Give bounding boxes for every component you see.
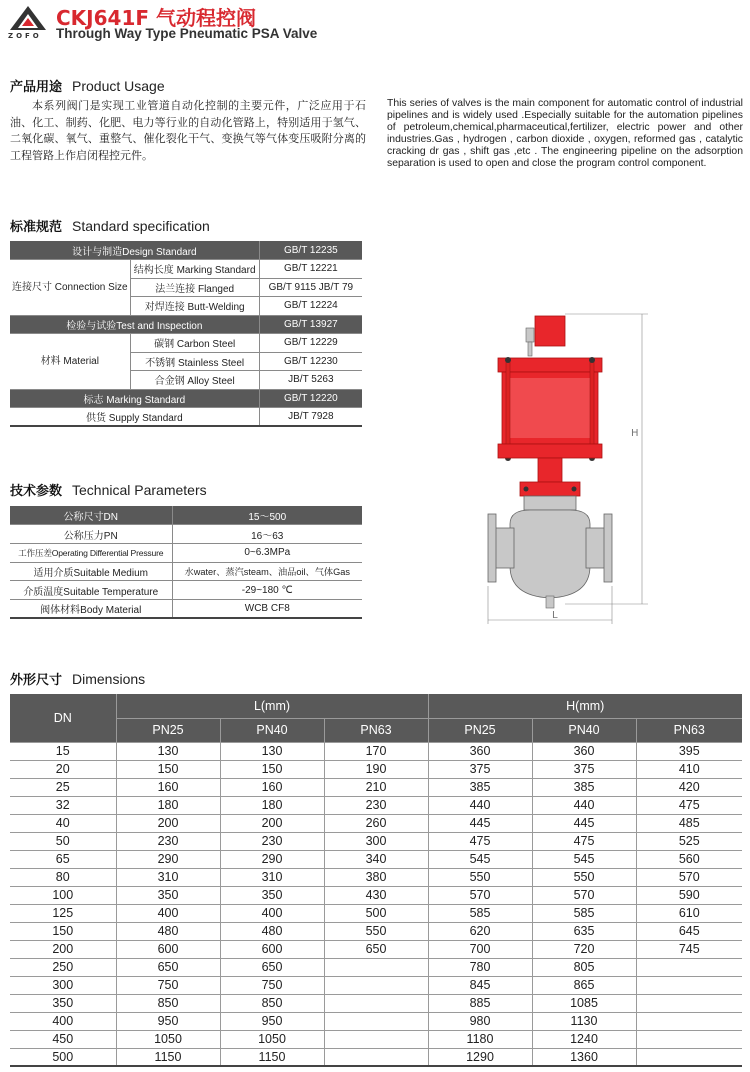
dimension-cell: 590 [636,886,742,904]
dimension-cell: 440 [532,796,636,814]
usage-heading [10,76,165,95]
dn-cell: 400 [10,1012,116,1030]
dn-cell: 300 [10,976,116,994]
dimension-cell: 290 [220,850,324,868]
dimension-cell: 350 [116,886,220,904]
table-row [10,525,362,544]
dimension-cell: 650 [220,958,324,976]
dimensions-heading [10,669,145,688]
supply-standard-value: JB/T 7928 [259,408,362,427]
dimension-cell: 545 [428,850,532,868]
connection-value: GB/T 9115 JB/T 79 [259,278,362,297]
dn-cell: 100 [10,886,116,904]
tech-value: 0~6.3MPa [172,543,362,562]
table-row [10,543,362,562]
dimension-cell: 385 [428,778,532,796]
connection-label: 结构长度 Marking Standard [130,260,259,279]
dimension-cell: 395 [636,742,742,760]
dimension-cell: 475 [636,796,742,814]
tech-value: 16～63 [172,525,362,544]
dimension-cell: 475 [532,832,636,850]
table-row [10,562,362,581]
tech-value: 水water、蒸汽steam、油品oil、气体Gas [172,562,362,581]
dimension-cell: 360 [428,742,532,760]
dn-cell: 40 [10,814,116,832]
table-row [10,922,742,940]
supply-standard-label: 供货 Supply Standard [10,408,259,427]
tech-value: -29~180 ℃ [172,581,362,600]
table-row [10,315,362,334]
dn-header: DN [10,694,116,742]
dimension-cell: 700 [428,940,532,958]
dimension-cell: 290 [116,850,220,868]
tech-value: 15～500 [172,506,362,525]
dimension-cell: 745 [636,940,742,958]
dimension-cell: 210 [324,778,428,796]
dimension-cell: 260 [324,814,428,832]
dimension-cell: 1150 [116,1048,220,1066]
test-standard-value: GB/T 13927 [259,315,362,334]
dimension-cell: 375 [532,760,636,778]
page-subtitle: Through Way Type Pneumatic PSA Valve [56,26,318,41]
dimension-cell: 300 [324,832,428,850]
dimension-cell: 1050 [116,1030,220,1048]
table-row [10,260,362,279]
tech-label: 公称压力PN [10,525,172,544]
dn-cell: 32 [10,796,116,814]
table-row [10,599,362,618]
dimension-cell: 750 [220,976,324,994]
tech-label: 适用介质Suitable Medium [10,562,172,581]
dimension-cell: 585 [532,904,636,922]
technical-heading [10,480,207,499]
pn-header: PN25 [428,718,532,742]
dimension-cell: 230 [324,796,428,814]
dimension-cell: 610 [636,904,742,922]
dimension-cell [324,1012,428,1030]
dimension-cell: 1360 [532,1048,636,1066]
dimension-cell: 445 [532,814,636,832]
dimension-cell: 1130 [532,1012,636,1030]
table-row [10,1048,742,1066]
pn-header: PN63 [636,718,742,742]
table-row [10,832,742,850]
table-row [10,742,742,760]
dimension-cell: 550 [428,868,532,886]
dimension-cell: 650 [116,958,220,976]
design-standard-label: 设计与制造Design Standard [10,241,259,260]
table-row [10,241,362,260]
dimension-cell: 230 [220,832,324,850]
table-row [10,760,742,778]
table-row [10,1030,742,1048]
standard-heading [10,216,210,235]
tech-label: 阀体材料Body Material [10,599,172,618]
dn-cell: 125 [10,904,116,922]
dimension-cell: 160 [220,778,324,796]
dimension-cell: 850 [220,994,324,1012]
technical-heading-cn: 技术参数 [10,484,63,499]
dimension-cell: 150 [116,760,220,778]
table-row [10,994,742,1012]
dimension-cell: 150 [220,760,324,778]
dimension-cell: 375 [428,760,532,778]
logo-text: ZOFO [8,32,42,40]
dimension-cell [324,994,428,1012]
dn-cell: 150 [10,922,116,940]
valve-drawing [480,306,660,632]
dimension-cell: 865 [532,976,636,994]
h-header: H(mm) [428,694,742,718]
dimension-cell: 380 [324,868,428,886]
usage-text-cn: 本系列阀门是实现工业管道自动化控制的主要元件，广泛应用于石油、化工、制药、化肥、电力等行业的自动化管路上，特别适用于氢气、二氧化碳、氧气、重整气、催化裂化干气、变换气等气体变压吸附分离的工程管路上作启闭程控元件。 [10,99,366,162]
test-standard-label: 检验与试验Test and Inspection [10,315,259,334]
material-item-value: GB/T 12230 [259,352,362,371]
connection-label: 对焊连接 Butt-Welding [130,297,259,316]
dimension-cell: 230 [116,832,220,850]
dimension-cell: 360 [532,742,636,760]
dimension-cell: 340 [324,850,428,868]
dimension-cell: 560 [636,850,742,868]
dimension-cell: 480 [116,922,220,940]
pn-header: PN63 [324,718,428,742]
dimension-cell: 550 [324,922,428,940]
table-row [10,940,742,958]
dimension-cell: 130 [116,742,220,760]
table-row [10,904,742,922]
dn-cell: 25 [10,778,116,796]
dimension-cell: 550 [532,868,636,886]
dimension-cell: 1290 [428,1048,532,1066]
dimension-cell: 645 [636,922,742,940]
dimension-cell: 1085 [532,994,636,1012]
technical-heading-en: Technical Parameters [72,482,207,498]
dn-cell: 20 [10,760,116,778]
marking-standard-label: 标志 Marking Standard [10,389,259,408]
dimension-cell: 805 [532,958,636,976]
usage-text-en: This series of valves is the main component for automatic control of industrial pipelines and is widely used .Especially suitable for the automation pipelines of petroleum,chemical,pharmaceutical,fertilizer, electric power and other industries.Gas , hydrogen , carbon dioxide , oxygen, reformed gas , catalytic cracking dr gas , shift gas ,etc . The engineering pipeline on the adsorption separation is used to open and close the program control component. [387,98,743,169]
dimension-cell: 440 [428,796,532,814]
dimension-cell: 845 [428,976,532,994]
dimension-cell [324,1030,428,1048]
pn-header: PN40 [532,718,636,742]
connection-value: GB/T 12224 [259,297,362,316]
tech-label: 工作压差Operating Differential Pressure [10,543,172,562]
dimension-cell: 410 [636,760,742,778]
tech-label: 公称尺寸DN [10,506,172,525]
table-row [10,796,742,814]
table-row [10,334,362,353]
dimension-cell: 600 [220,940,324,958]
material-item-value: GB/T 12229 [259,334,362,353]
dimension-cell: 350 [220,886,324,904]
dimension-cell: 1150 [220,1048,324,1066]
table-row [10,506,362,525]
dimension-cell: 850 [116,994,220,1012]
material-item-label: 不锈钢 Stainless Steel [130,352,259,371]
dimension-cell: 650 [324,940,428,958]
dimension-cell [324,1048,428,1066]
dimension-cell: 190 [324,760,428,778]
page-title: CKJ641F 气动程控阀 [56,6,256,30]
connection-value: GB/T 12221 [259,260,362,279]
dimension-cell: 585 [428,904,532,922]
height-dimension-label: H [631,428,639,439]
dimension-cell: 980 [428,1012,532,1030]
connection-label: 法兰连接 Flanged [130,278,259,297]
dimension-cell: 600 [116,940,220,958]
table-row [10,850,742,868]
dimension-cell [636,976,742,994]
table-row [10,886,742,904]
dimension-cell: 160 [116,778,220,796]
dimension-cell: 570 [636,868,742,886]
dimension-cell: 310 [220,868,324,886]
dimension-cell: 310 [116,868,220,886]
dimension-cell: 480 [220,922,324,940]
table-row [10,581,362,600]
dn-cell: 15 [10,742,116,760]
dimension-cell: 545 [532,850,636,868]
dimension-cell: 620 [428,922,532,940]
dimension-cell: 780 [428,958,532,976]
standard-heading-en: Standard specification [72,218,210,234]
dimension-cell: 400 [116,904,220,922]
dimension-cell: 180 [116,796,220,814]
standard-table [10,241,362,427]
design-standard-value: GB/T 12235 [259,241,362,260]
dimension-cell [636,994,742,1012]
dimension-cell: 1050 [220,1030,324,1048]
dimension-cell: 475 [428,832,532,850]
table-row [10,408,362,427]
usage-heading-en: Product Usage [72,78,165,94]
dimension-cell: 1240 [532,1030,636,1048]
dn-cell: 350 [10,994,116,1012]
pn-header-row [10,718,742,742]
material-label: 材料 Material [10,334,130,390]
table-row [10,1012,742,1030]
l-header: L(mm) [116,694,428,718]
dimension-cell: 200 [116,814,220,832]
dn-cell: 500 [10,1048,116,1066]
dimensions-header-row [10,694,742,718]
table-row [10,389,362,408]
standard-heading-cn: 标准规范 [10,220,63,235]
dimension-cell: 635 [532,922,636,940]
usage-heading-cn: 产品用途 [10,80,63,95]
dimension-cell: 570 [532,886,636,904]
dimension-cell [636,1012,742,1030]
dimension-cell: 950 [220,1012,324,1030]
dn-cell: 80 [10,868,116,886]
dn-cell: 50 [10,832,116,850]
connection-size-label: 连接尺寸 Connection Size [10,260,130,316]
dimension-cell: 385 [532,778,636,796]
dimension-cell: 180 [220,796,324,814]
pn-header: PN25 [116,718,220,742]
table-row [10,814,742,832]
dimension-cell: 130 [220,742,324,760]
table-row [10,976,742,994]
dimension-cell [636,1048,742,1066]
dimensions-heading-cn: 外形尺寸 [10,673,63,688]
dimension-cell [636,1030,742,1048]
dimension-cell: 445 [428,814,532,832]
tech-value: WCB CF8 [172,599,362,618]
material-item-label: 碳钢 Carbon Steel [130,334,259,353]
length-dimension-label: L [552,610,558,621]
dimension-cell: 885 [428,994,532,1012]
tech-label: 介质温度Suitable Temperature [10,581,172,600]
table-row [10,868,742,886]
table-row [10,958,742,976]
dimensions-heading-en: Dimensions [72,671,146,687]
dimension-cell: 485 [636,814,742,832]
dimension-cell: 525 [636,832,742,850]
dimension-cell: 430 [324,886,428,904]
dn-cell: 200 [10,940,116,958]
dimension-cell [636,958,742,976]
dimension-cell: 720 [532,940,636,958]
dimension-cell: 750 [116,976,220,994]
dimension-cell: 400 [220,904,324,922]
dn-cell: 450 [10,1030,116,1048]
marking-standard-value: GB/T 12220 [259,389,362,408]
dimension-cell: 570 [428,886,532,904]
dimension-cell [324,976,428,994]
technical-table [10,506,362,619]
dimension-cell: 1180 [428,1030,532,1048]
dn-cell: 250 [10,958,116,976]
dimension-cell [324,958,428,976]
dimensions-body [10,742,742,1066]
pn-header: PN40 [220,718,324,742]
material-item-label: 合金钢 Alloy Steel [130,371,259,390]
dimensions-table [10,694,742,1067]
dimension-cell: 950 [116,1012,220,1030]
dimension-cell: 200 [220,814,324,832]
dimension-cell: 170 [324,742,428,760]
dn-cell: 65 [10,850,116,868]
dimension-cell: 420 [636,778,742,796]
material-item-value: JB/T 5263 [259,371,362,390]
table-row [10,778,742,796]
dimension-cell: 500 [324,904,428,922]
